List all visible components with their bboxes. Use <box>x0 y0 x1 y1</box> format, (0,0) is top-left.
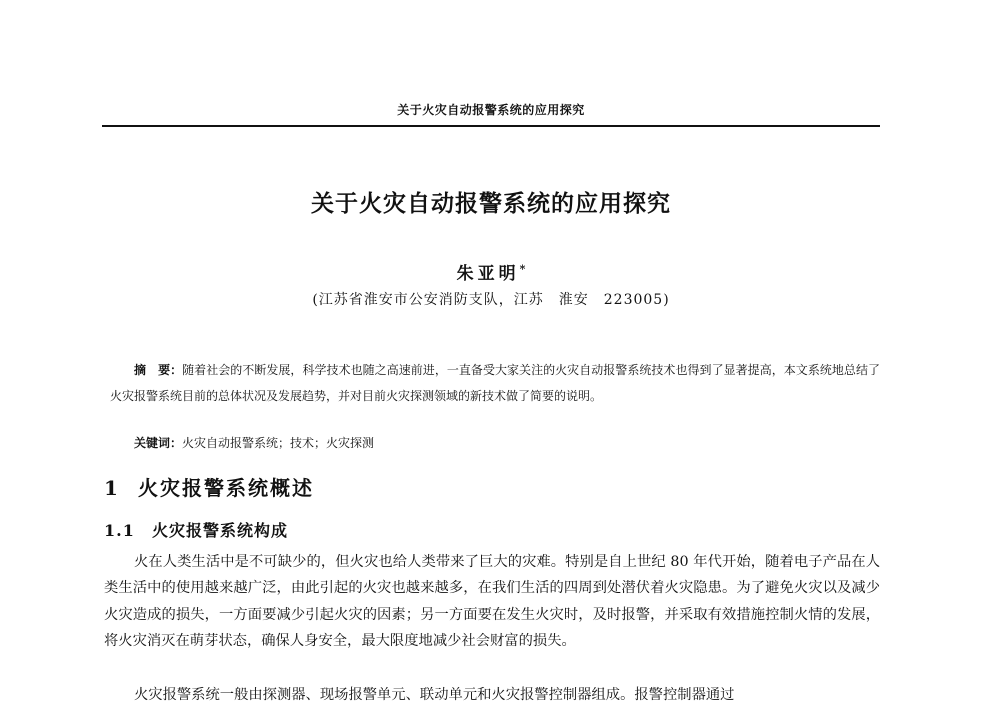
running-head: 关于火灾自动报警系统的应用探究 <box>397 103 585 117</box>
body-paragraph: 火在人类生活中是不可缺少的，但火灾也给人类带来了巨大的灾难。特别是自上世纪 80 年代开始，随着电子产品在人类生活中的使用越来越广泛，由此引起的火灾也越来越多，在我们生活的四周到处潜伏着火灾隐患。为了避免火灾以及减少火灾造成的损失，一方面要减少引起火灾的因素；另一方面要在发生火灾时，及时报警，并采取有效措施控制火情的发展，将火灾消灭在萌芽状态，确保人身安全，最大限度地减少社会财富的损失。 <box>104 554 880 650</box>
keywords-label: 关键词： <box>134 436 183 450</box>
abstract-text: 随着社会的不断发展，科学技术也随之高速前进，一直备受大家关注的火灾自动报警系统技术也得到了显著提高，本文系统地总结了火灾报警系统目前的总体状况及发展趋势，并对目前火灾探测领域的新技术做了简要的说明。 <box>110 363 880 403</box>
subsection-number: 1.1 <box>104 521 135 540</box>
paper-title: 关于火灾自动报警系统的应用探究 <box>311 191 671 217</box>
abstract <box>110 357 880 409</box>
subsection-title: 火灾报警系统构成 <box>152 521 289 540</box>
author-footnote-mark: * <box>519 262 526 276</box>
section-title: 火灾报警系统概述 <box>138 476 314 500</box>
header-rule <box>102 125 880 127</box>
keywords <box>134 434 374 451</box>
section-number: 1 <box>104 476 120 500</box>
author-name: 朱亚明 <box>456 264 520 284</box>
author-line <box>102 259 880 284</box>
body-paragraph: 火灾报警系统一般由探测器、现场报警单元、联动单元和火灾报警控制器组成。报警控制器通过 <box>134 687 735 703</box>
section-heading <box>104 472 314 501</box>
abstract-label: 摘 要： <box>134 363 183 377</box>
keywords-text: 火灾自动报警系统；技术；火灾探测 <box>182 436 375 450</box>
author-affiliation: (江苏省淮安市公安消防支队，江苏 淮安 223005) <box>312 292 670 308</box>
subsection-heading <box>104 518 288 541</box>
